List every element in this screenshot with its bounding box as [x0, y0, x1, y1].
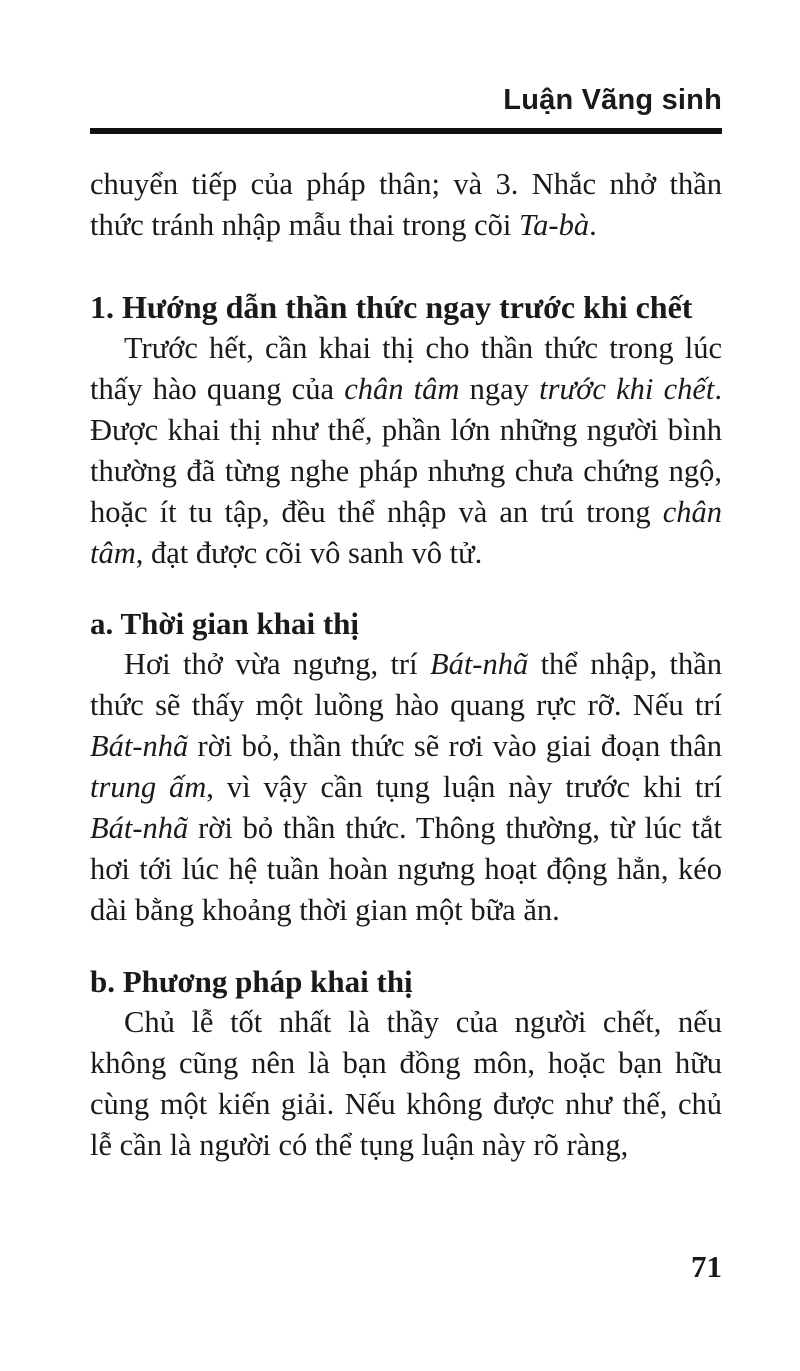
- text-run: ngay: [459, 372, 540, 406]
- text-run: . Được khai thị như thế, phần lớn những người bình thường đã từng nghe pháp nhưng chưa chứng ngộ, hoặc ít tu tập, đều thể nhập và an trú trong: [90, 372, 722, 529]
- page-number: 71: [691, 1249, 722, 1284]
- text-run: thể nhập, thần thức sẽ thấy một luồng hào quang rực rỡ. Nếu trí: [90, 647, 723, 722]
- section-heading: a. Thời gian khai thị: [90, 606, 360, 641]
- italic-text: trung ấm: [90, 770, 207, 804]
- paragraph: [90, 164, 722, 246]
- text-run: , vì vậy cần tụng luận này trước khi trí: [206, 770, 722, 804]
- body-text: [90, 164, 722, 1166]
- text-run: Hơi thở vừa ngưng, trí: [124, 647, 430, 681]
- section-heading: 1. Hướng dẫn thần thức ngay trước khi chết: [90, 289, 693, 325]
- text-run: rời bỏ, thần thức sẽ rơi vào giai đoạn thân: [188, 729, 722, 763]
- text-run: Chủ lễ tốt nhất là thầy của người chết, nếu không cũng nên là bạn đồng môn, hoặc bạn hữu cùng một kiến giải. Nếu không được như thế, chủ lễ cần là người có thể tụng luận này rõ ràng,: [90, 1005, 722, 1162]
- italic-text: Bát-nhã: [90, 729, 189, 763]
- paragraph: [90, 644, 722, 931]
- text-run: .: [589, 208, 597, 242]
- italic-text: chân tâm: [344, 372, 460, 406]
- text-run: rời bỏ thần thức. Thông thường, từ lúc tắt hơi tới lúc hệ tuần hoàn ngưng hoạt động hẳn, kéo dài bằng khoảng thời gian một bữa ăn.: [90, 811, 722, 927]
- header-rule: [90, 128, 722, 134]
- italic-text: chân tâm: [90, 495, 722, 570]
- italic-text: Ta-bà: [519, 208, 590, 242]
- italic-text: trước khi chết: [539, 372, 715, 406]
- text-run: chuyển tiếp của pháp thân; và 3. Nhắc nhở thần thức tránh nhập mẫu thai trong cõi: [90, 167, 722, 242]
- text-run: Trước hết, cần khai thị cho thần thức trong lúc thấy hào quang của: [90, 331, 722, 406]
- italic-text: Bát-nhã: [429, 647, 529, 681]
- paragraph: [90, 1002, 722, 1166]
- paragraph: [90, 328, 722, 574]
- running-head: Luận Vãng sinh: [503, 84, 722, 116]
- italic-text: Bát-nhã: [90, 811, 189, 845]
- section-heading: b. Phương pháp khai thị: [90, 964, 413, 999]
- text-run: , đạt được cõi vô sanh vô tử.: [135, 536, 483, 570]
